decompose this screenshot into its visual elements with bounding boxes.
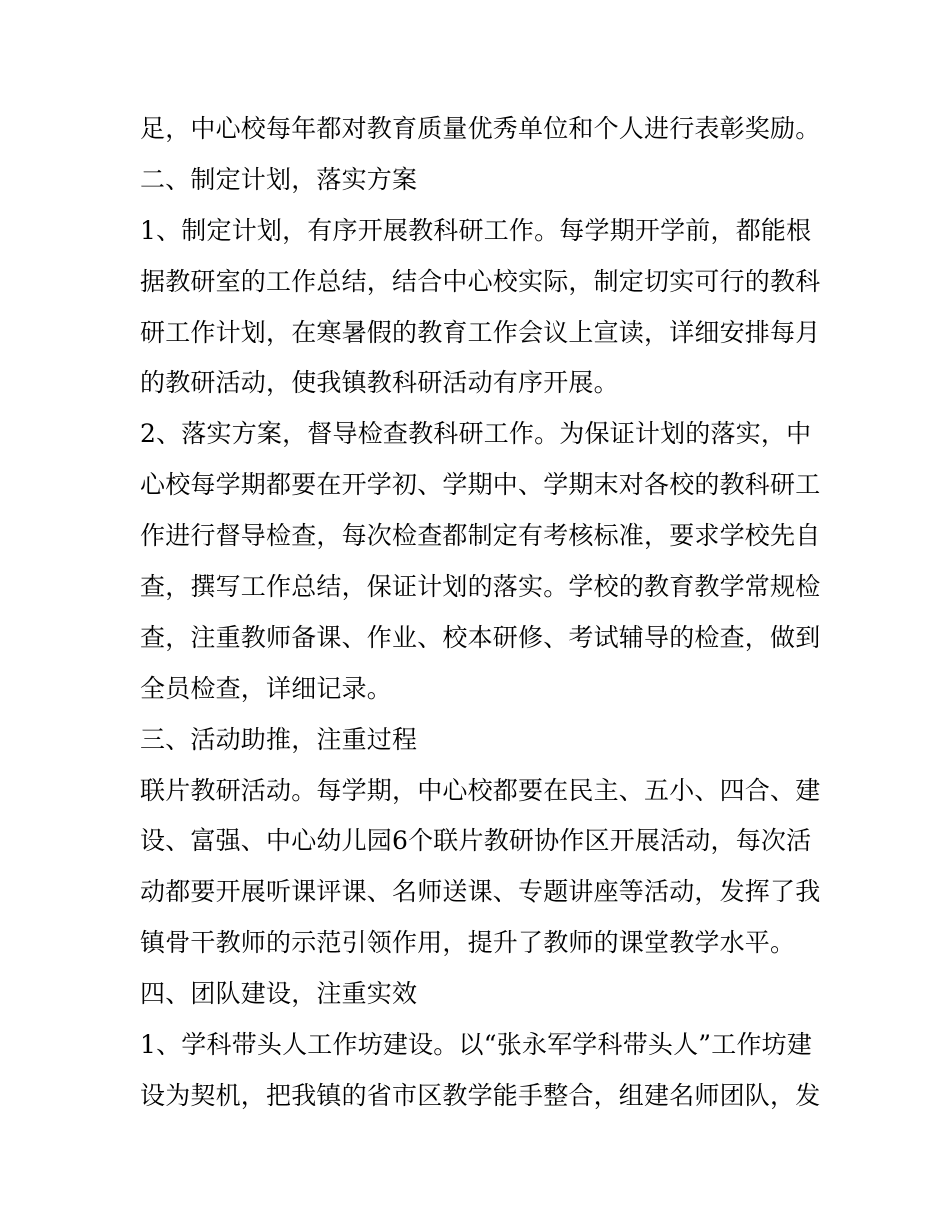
section-heading: 四、团队建设，注重实效 — [140, 979, 418, 1009]
text-line: 1、制定计划，有序开展教科研工作。每学期开学前，都能根 — [140, 215, 812, 245]
text-line: 全员检查，详细记录。 — [140, 673, 393, 703]
text-line: 2、落实方案，督导检查教科研工作。为保证计划的落实，中 — [140, 419, 812, 449]
text-line: 镇骨干教师的示范引领作用，提升了教师的课堂教学水平。 — [140, 928, 796, 958]
document-body — [140, 104, 820, 1122]
section-heading: 二、制定计划，落实方案 — [140, 164, 418, 194]
text-line: 设、富强、中心幼儿园6个联片教研协作区开展活动，每次活 — [140, 826, 812, 856]
text-line: 研工作计划，在寒暑假的教育工作会议上宣读，详细安排每月 — [140, 317, 821, 347]
text-line: 设为契机，把我镇的省市区教学能手整合，组建名师团队，发 — [140, 1080, 821, 1110]
text-line: 足，中心校每年都对教育质量优秀单位和个人进行表彰奖励。 — [140, 114, 821, 143]
text-line: 1、学科带头人工作坊建设。以“张永军学科带头人”工作坊建 — [140, 1030, 813, 1060]
text-line: 心校每学期都要在开学初、学期中、学期末对各校的教科研工 — [140, 470, 821, 500]
text-line: 联片教研活动。每学期，中心校都要在民主、五小、四合、建 — [140, 775, 821, 805]
text-line: 查，注重教师备课、作业、校本研修、考试辅导的检查，做到 — [140, 622, 821, 652]
text-line: 作进行督导检查，每次检查都制定有考核标准，要求学校先自 — [140, 521, 821, 551]
text-line: 动都要开展听课评课、名师送课、专题讲座等活动，发挥了我 — [140, 877, 821, 907]
text-line: 的教研活动，使我镇教科研活动有序开展。 — [140, 368, 619, 398]
text-line: 据教研室的工作总结，结合中心校实际，制定切实可行的教科 — [140, 266, 821, 296]
text-line: 查，撰写工作总结，保证计划的落实。学校的教育教学常规检 — [140, 572, 821, 602]
section-heading: 三、活动助推，注重过程 — [140, 724, 418, 754]
